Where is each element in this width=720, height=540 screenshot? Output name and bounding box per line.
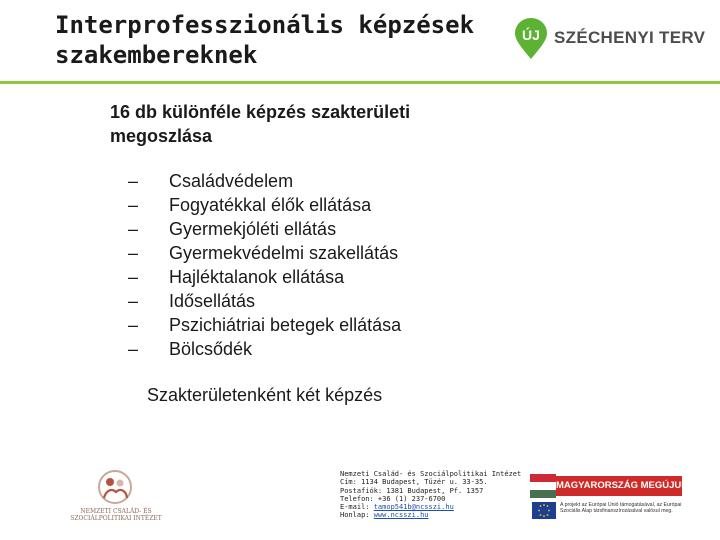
- list-dash: –: [128, 195, 139, 215]
- flag-stripe-green: [530, 490, 556, 498]
- institute-logo: [68, 468, 164, 528]
- list-item-label: Gyermekjóléti ellátás: [169, 219, 337, 239]
- contact-name: Nemzeti Család- és Szociálpolitikai Intézet: [340, 470, 522, 478]
- web-label: Honlap:: [340, 511, 374, 520]
- list-item-label: Pszichiátriai betegek ellátása: [169, 315, 402, 335]
- summary-text: Szakterületenként két képzés: [147, 385, 383, 405]
- page-title: Interprofesszionális képzések szakembereknek: [55, 11, 475, 69]
- contact-postal: Postafiók: 1381 Budapest, Pf. 1357: [340, 486, 484, 495]
- list-item: [128, 337, 401, 361]
- email-link[interactable]: tamop541b@ncsszi.hu: [373, 503, 454, 512]
- list-item: [128, 169, 401, 193]
- list-dash: –: [128, 339, 139, 359]
- contact-phone: Telefon: +36 (1) 237-6700: [340, 494, 446, 503]
- list-item: [128, 193, 401, 217]
- list-item-label: Gyermekvédelmi szakellátás: [169, 243, 399, 263]
- hungarian-flag-icon: [530, 474, 556, 498]
- list-item-label: Családvédelem: [169, 171, 294, 191]
- list-item: [128, 265, 401, 289]
- flag-stripe-white: [530, 482, 556, 490]
- list-dash: –: [128, 291, 139, 311]
- email-label: E-mail:: [340, 503, 374, 512]
- list-dash: –: [128, 243, 139, 263]
- family-emblem-icon: [90, 468, 140, 506]
- list-dash: –: [128, 219, 139, 239]
- list-item-label: Fogyatékkal élők ellátása: [169, 195, 372, 215]
- section-heading: 16 db különféle képzés szakterületi megoszlása: [110, 102, 411, 146]
- list-item-label: Hajléktalanok ellátása: [169, 267, 345, 287]
- list-item-label: Idősellátás: [169, 291, 256, 311]
- contact-web-row: [340, 511, 520, 519]
- list-item: [128, 241, 401, 265]
- list-item-label: Bölcsődék: [169, 339, 253, 359]
- magyarorszag-megujul-banner: [530, 474, 688, 522]
- contact-block: [340, 470, 520, 520]
- list-dash: –: [128, 315, 139, 335]
- institute-logo-caption: NEMZETI CSALÁD- ÉS SZOCIÁLPOLITIKAI INTÉZET: [70, 508, 162, 522]
- banner-text: MAGYARORSZÁG MEGÚJUL: [556, 476, 682, 496]
- field-list: [128, 169, 401, 361]
- eu-flag-icon: [532, 502, 556, 519]
- list-item: [128, 313, 401, 337]
- title-divider: [0, 81, 720, 84]
- eu-funding-note: A projekt az Európai Unió támogatásával, az Európai Szociális Alap társfinanszírozásával valósul meg.: [560, 502, 682, 514]
- logo-text: SZÉCHENYI TERV: [554, 28, 706, 47]
- list-dash: –: [128, 267, 139, 287]
- web-link[interactable]: www.ncsszi.hu: [373, 511, 429, 520]
- contact-email-row: [340, 503, 520, 511]
- contact-address: Cím: 1134 Budapest, Tüzér u. 33-35.: [340, 478, 488, 487]
- list-item: [128, 217, 401, 241]
- szechenyi-terv-logo: [514, 18, 706, 58]
- list-item: [128, 289, 401, 313]
- list-dash: –: [128, 171, 139, 191]
- logo-badge: ÚJ: [522, 27, 540, 43]
- flag-stripe-red: [530, 474, 556, 482]
